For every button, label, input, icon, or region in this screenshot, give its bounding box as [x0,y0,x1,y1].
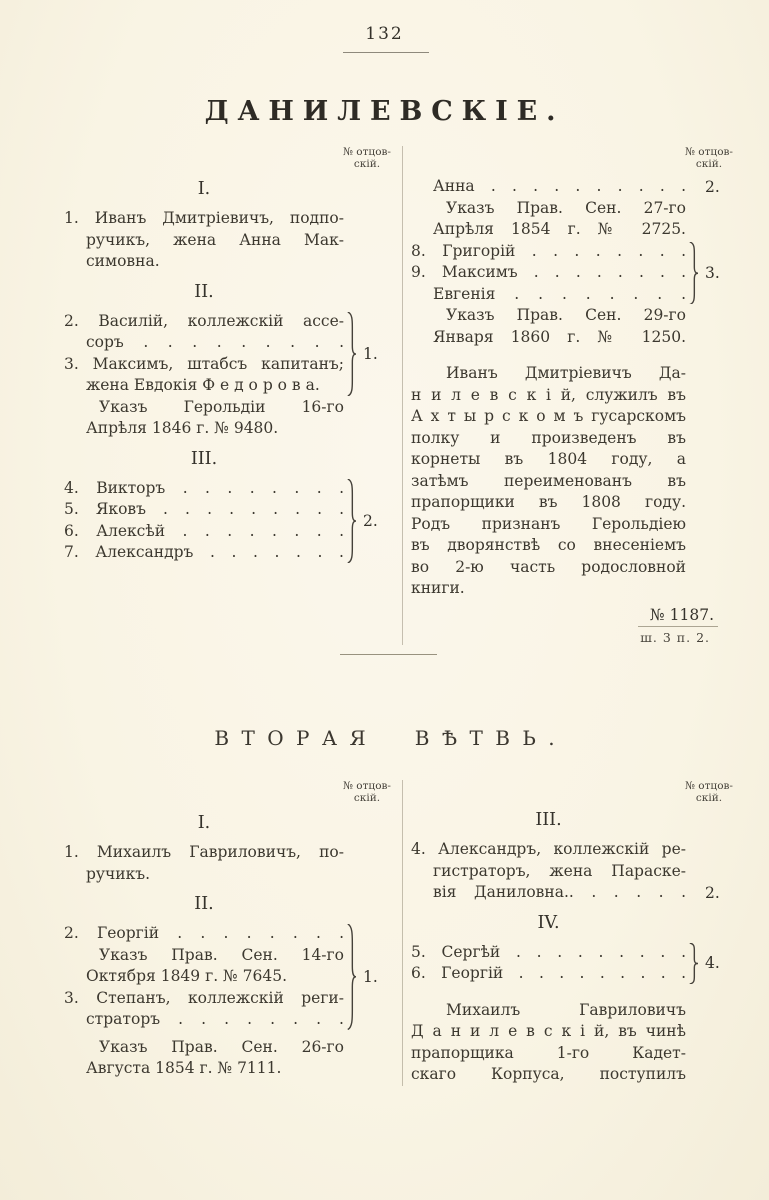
entry-line: ручикъ. [86,864,151,883]
group-lines [64,478,344,564]
bio-line: прапорщика 1-го Кадет- [411,1043,686,1062]
ukaz-line: Указъ Прав. Сен. 27-го [446,198,686,217]
father-number-column-header [336,780,398,804]
column-header-line1: № отцов- [343,146,391,158]
column-header-line2: скій. [353,792,381,804]
bio-line: Д а н и л е в с к і й, въ чинѣ [411,1022,686,1040]
column-header-line1: № отцов- [343,780,391,792]
entry-group-5-6 [411,942,742,985]
entry-line: 2. Василій, коллежскій ассе- [64,311,344,330]
generation-heading-iv: IV. [537,912,560,933]
brace-icon [344,478,357,564]
father-number: 2. [705,177,720,196]
entry-line: симовна. [86,252,160,270]
entry-group-2-3 [64,923,400,1031]
group-lines [411,241,686,306]
bio-line: прапорщики въ 1808 году. [411,493,686,511]
branch1-left-column [64,146,403,645]
entry-line: соръ . . . . . . . . . [86,333,344,351]
ukaz-line: Апрѣля 1846 г. № 9480. [86,419,279,437]
entry-group-4-7 [64,478,400,564]
brace-icon [686,942,699,985]
ukaz-line: Января 1860 г. № 1250. [433,327,686,346]
bio-line: скаго Корпуса, поступилъ [411,1065,686,1083]
ukaz-line: Указъ Прав. Сен. 29-го [446,306,686,324]
entry-line: 8. Григорій . . . . . . . . [411,241,686,260]
generation-heading-iii: III. [535,810,562,830]
entry-4 [411,839,686,882]
generation-heading-iii: III. [190,448,218,469]
entry-line: жена Евдокія Ф е д о р о в а. [86,376,320,394]
brace-icon [344,311,357,397]
father-number: 1. [363,344,378,363]
bio-line: затѣмъ переименованъ въ [411,471,686,490]
ukaz-line: Указъ Герольдіи 16-го [99,397,344,416]
generation-heading-i: I. [197,179,211,199]
entry-line: Евгенія . . . . . . . . [433,284,686,303]
entry-4-last-line [411,882,742,904]
entry-line: страторъ . . . . . . . . [86,1010,344,1028]
group-lines [411,942,686,985]
father-number-cell [699,241,742,306]
father-number: 1. [363,967,378,986]
biography-paragraph [411,363,686,600]
column-header-line2: скій. [695,792,723,804]
father-number-cell [357,923,400,1031]
group-lines [64,923,344,1031]
entry-line: ручикъ, жена Анна Мак- [86,230,344,249]
column-header-line1: № отцов- [685,780,733,792]
entry-1 [64,208,344,273]
father-number-cell [357,478,400,564]
brace-icon [344,923,357,1031]
bio-line: А х т ы р с к о м ъ гусарскомъ [411,407,686,425]
shelf-reference: ш. 3 п. 2. [640,629,710,645]
second-branch-heading: ВТОРАЯ ВѢТВЬ. [214,726,567,750]
entry-line: 3. Степанъ, коллежскій реги- [64,988,344,1007]
biography-paragraph [411,1000,686,1086]
entry-line: 1. Иванъ Дмитріевичъ, подпо- [64,209,344,227]
entry-line: 5. Сергѣй . . . . . . . . . [411,942,686,961]
group-lines [64,311,344,397]
bio-line: полку и произведенъ въ [411,428,686,447]
bio-line: н и л е в с к і й, служилъ въ [411,385,686,404]
entry-line: гистраторъ, жена Параске- [433,861,686,880]
entry-line: 4. Александръ, коллежскій ре- [411,840,686,858]
ukaz-note [64,397,344,440]
entry-line: 4. Викторъ . . . . . . . . [64,478,344,497]
section-divider-rule [340,654,437,655]
bio-line: Михаилъ Гавриловичъ [446,1000,686,1019]
entry-group-2-3 [64,311,400,397]
entry-anna [411,176,742,198]
column-header-line2: скій. [695,158,723,170]
father-number-cell [686,176,742,198]
column-header-line1: № отцов- [685,146,733,158]
entry-line: 3. Максимъ, штабсъ капитанъ; [64,354,344,373]
bio-line: въ дворянствѣ со внесеніемъ [411,536,686,554]
generation-heading-ii: II. [194,894,214,914]
entry-1 [64,842,344,885]
case-number: № 1187. [650,605,714,624]
column-header-line2: скій. [353,158,381,170]
father-number: 3. [705,263,720,282]
branch2-left-column [64,780,403,1086]
entry-group-8-9 [411,241,742,306]
father-number: 4. [705,954,720,972]
branch-1 [64,146,742,645]
ukaz-line: Указъ Прав. Сен. 26-го [99,1037,344,1056]
case-number-rule [638,626,718,627]
ukaz-note [411,198,686,241]
brace-icon [686,241,699,306]
father-number: 2. [363,511,378,530]
entry-line: 7. Александръ . . . . . . . [64,543,344,561]
entry-line: 9. Максимъ . . . . . . . . [411,263,686,281]
ukaz-line: Августа 1854 г. № 7111. [86,1059,282,1077]
bio-line: книги. [411,579,465,597]
father-number-column-header [678,780,740,804]
bio-line: во 2-ю часть родословной [411,557,686,576]
ukaz-line: Апрѣля 1854 г. № 2725. [433,220,686,238]
ukaz-note [64,1037,344,1080]
branch1-right-column [403,146,742,645]
entry-line: вія Даниловна.. . . . . . [433,883,686,901]
entry-line: 5. Яковъ . . . . . . . . . [64,500,344,518]
entry-line: Анна . . . . . . . . . . [433,177,686,195]
page-number-rule [343,52,429,53]
father-number: 2. [705,883,720,902]
father-number-cell [357,311,400,397]
entry-line: 6. Георгій . . . . . . . . . [411,964,686,982]
entry-line: 1. Михаилъ Гавриловичъ, по- [64,843,344,861]
branch2-right-column [403,780,742,1086]
bio-line: корнеты въ 1804 году, а [411,450,686,468]
bio-line: Иванъ Дмитріевичъ Да- [446,364,686,382]
ukaz-line: Октября 1849 г. № 7645. [86,967,288,985]
father-number-column-header [678,146,740,170]
generation-heading-ii: II. [194,281,214,302]
branch-2 [64,780,742,1086]
bio-line: Родъ признанъ Герольдіею [411,514,686,533]
entry-line: 2. Георгій . . . . . . . . [64,924,344,942]
page-number: 132 [365,24,404,44]
father-number-cell [699,942,742,985]
ukaz-line: Указъ Прав. Сен. 14-го [99,945,344,964]
entry-line: 6. Алексѣй . . . . . . . . [64,521,344,540]
father-number-cell [686,882,742,904]
generation-heading-i: I. [197,813,211,833]
father-number-column-header [336,146,398,170]
family-title: ДАНИЛЕВСКІЕ. [204,96,565,127]
ukaz-note [411,305,686,348]
